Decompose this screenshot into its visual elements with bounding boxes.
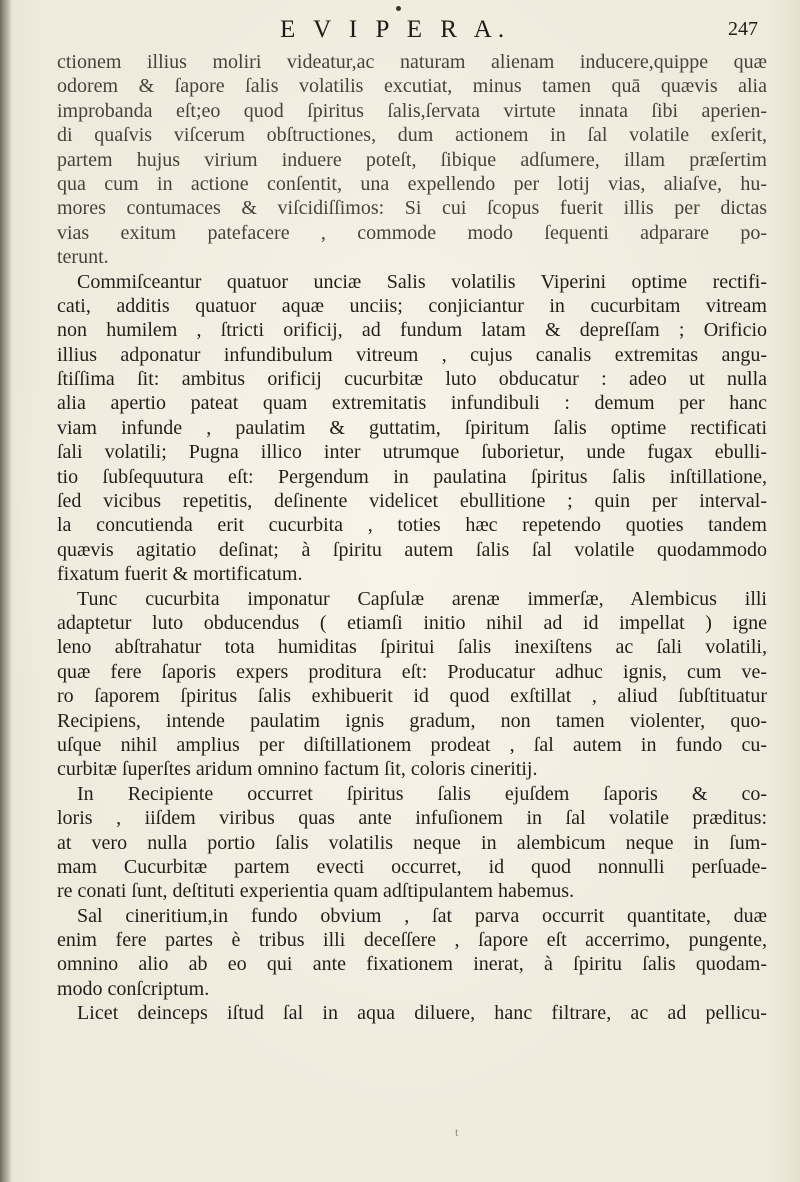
text-line: Recipiens, intende paulatim ignis gradum, non tamen violenter, quo- xyxy=(57,709,767,732)
text-line: partem hujus virium induere poteſt, ſibique adſumere, illam præſertim xyxy=(57,148,767,171)
text-line: ſed vicibus repetitis, deſinente videlicet ebullitione ; quin per interval- xyxy=(57,490,767,513)
text-line: Tunc cucurbita imponatur Capſulæ arenæ immerſæ, Alembicus illi xyxy=(77,587,767,610)
text-line: loris , iiſdem viribus quas ante infuſionem in ſal volatile præditus: xyxy=(57,807,767,830)
page-number: 247 xyxy=(728,18,758,40)
paragraph-3 xyxy=(57,587,767,782)
binding-shadow xyxy=(0,0,12,1182)
text-line: ſali volatili; Pugna illico inter utrumque ſuborietur, unde fugax ebulli- xyxy=(57,441,767,464)
catchword: t xyxy=(455,1125,459,1139)
text-line: Commiſceantur quatuor unciæ Salis volatilis Viperini optime rectifi- xyxy=(77,270,767,293)
text-line: di quaſvis viſcerum obſtructiones, dum actionem in ſal volatile exſerit, xyxy=(57,124,767,147)
text-line: vias exitum patefacere , commode modo ſequenti adparare po- xyxy=(57,221,767,244)
text-line: improbanda eſt;eo quod ſpiritus ſalis,ſervata virtute innata ſibi aperien- xyxy=(57,99,767,122)
paragraph-4 xyxy=(57,782,767,904)
text-line: non humilem , ſtricti orificij, ad fundum latam & depreſſam ; Orificio xyxy=(57,319,767,342)
text-line: cati, additis quatuor aquæ unciis; conjiciantur in cucurbitam vitream xyxy=(57,294,767,317)
text-line: re conati ſunt, deſtituti experientia quam adſtipulantem habemus. xyxy=(57,880,575,903)
text-line: leno abſtrahatur tota humiditas ſpiritui ſalis inexiſtens ac ſali volatili, xyxy=(57,636,767,659)
text-line: odorem & ſapore ſalis volatilis excutiat, minus tamen quā quævis alia xyxy=(57,75,767,98)
running-head xyxy=(0,14,800,48)
paragraph-2 xyxy=(57,270,767,587)
text-line: adaptetur luto obducendus ( etiamſi initio nihil ad id impellat ) igne xyxy=(57,611,767,634)
text-line: Licet deinceps iſtud ſal in aqua diluere, hanc filtrare, ac ad pellicu- xyxy=(77,1002,767,1025)
text-line: mam Cucurbitæ partem evecti occurret, id quod nonnulli perſuade- xyxy=(57,855,767,878)
text-line: alia apertio pateat quam extremitatis infundibuli : demum per hanc xyxy=(57,392,767,415)
text-line: enim fere partes è tribus illi deceſſere , ſapore eſt accerrimo, pungente, xyxy=(57,929,767,952)
text-line: quæ fere ſaporis expers proditura eſt: Producatur adhuc ignis, cum ve- xyxy=(57,660,767,683)
text-line: at vero nulla portio ſalis volatilis neque in alembicum neque in ſum- xyxy=(57,831,767,854)
paragraph-5 xyxy=(57,904,767,1002)
paragraph-1 xyxy=(57,50,767,270)
body-text xyxy=(57,50,767,1026)
text-line: ſtiſſima ſit: ambitus orificij cucurbitæ luto obducatur : adeo ut nulla xyxy=(57,368,767,391)
text-line: terunt. xyxy=(57,246,109,269)
text-line: tio ſubſequutura eſt: Pergendum in paulatina ſpiritus ſalis inſtillatione, xyxy=(57,465,767,488)
text-line: mores contumaces & viſcidiſſimos: Si cui ſcopus fuerit illis per dictas xyxy=(57,197,767,220)
text-line: modo conſcriptum. xyxy=(57,977,210,1000)
text-line: qua cum in actione conſentit, una expellendo per lotij vias, aliaſve, hu- xyxy=(57,172,767,195)
text-line: ro ſaporem ſpiritus ſalis exhibuerit id quod exſtillat , aliud ſubſtituatur xyxy=(57,685,767,708)
text-line: omnino alio ab eo qui ante fixationem inerat, à ſpiritu ſalis quodam- xyxy=(57,953,767,976)
running-head-title: E V I P E R A. xyxy=(280,16,511,43)
ink-mark xyxy=(396,6,401,11)
text-line: quævis agitatio deſinat; à ſpiritu autem ſalis ſal volatile quodammodo xyxy=(57,538,767,561)
text-line: curbitæ ſuperſtes aridum omnino factum ſit, coloris cineritij. xyxy=(57,758,538,781)
text-line: la concutienda erit cucurbita , toties hæc repetendo quoties tandem xyxy=(57,514,767,537)
text-line: illius adponatur infundibulum vitreum , cujus canalis extremitas angu- xyxy=(57,343,767,366)
text-line: ctionem illius moliri videatur,ac naturam alienam inducere,quippe quæ xyxy=(57,51,767,73)
text-line: uſque nihil amplius per diſtillationem prodeat , ſal autem in fundo cu- xyxy=(57,733,767,756)
paragraph-6 xyxy=(57,1001,767,1025)
text-line: viam infunde , paulatim & guttatim, ſpiritum ſalis optime rectificati xyxy=(57,416,767,439)
text-line: Sal cineritium,in fundo obvium , ſat parva occurrit quantitate, duæ xyxy=(77,904,767,927)
text-line: In Recipiente occurret ſpiritus ſalis ejuſdem ſaporis & co- xyxy=(77,782,767,805)
text-line: fixatum fuerit & mortificatum. xyxy=(57,563,303,586)
